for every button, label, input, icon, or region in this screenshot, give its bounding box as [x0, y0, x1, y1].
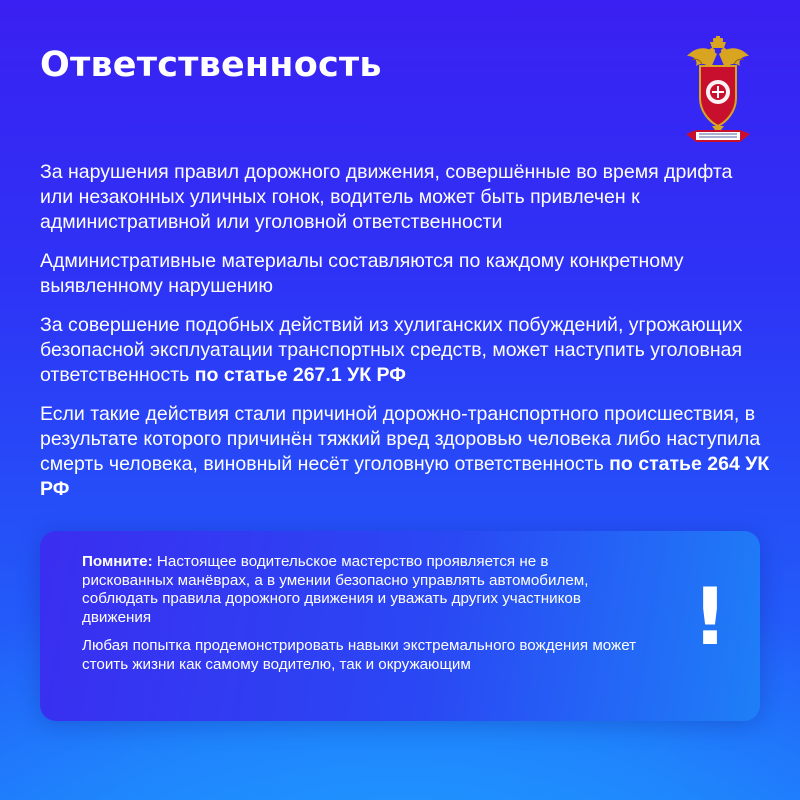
paragraph-4: Если такие действия стали причиной дорожно-транспортного происшествия, в результате которого причинён тяжкий вред здоровью человека либо наступила смерть человека, виновный несёт уголовную ответственность по статье 264 УК РФ: [40, 403, 770, 500]
reminder-card: [40, 531, 760, 721]
reminder-text: [82, 553, 642, 684]
reminder-lead: Помните:: [82, 553, 153, 570]
article-reference: по статье 264 УК РФ: [40, 453, 770, 500]
page-title: Ответственность: [40, 45, 382, 85]
police-emblem-icon: [686, 36, 750, 146]
reminder-paragraph-1: Помните: Настоящее водительское мастерство проявляется не в рискованных манёврах, а в умении безопасно управлять автомобилем, соблюдать правила дорожного движения и уважать других участников движения: [82, 553, 589, 626]
reminder-paragraph-2: Любая попытка продемонстрировать навыки экстремального вождения может стоить жизни как самому водителю, так и окружающим: [82, 637, 637, 673]
exclamation-icon: !: [692, 573, 728, 663]
article-reference: по статье 267.1 УК РФ: [194, 364, 406, 386]
main-text: [40, 160, 770, 516]
paragraph-3: За совершение подобных действий из хулиганских побуждений, угрожающих безопасной эксплуатации транспортных средств, может наступить уголовная ответственность по статье 267.1 УК РФ: [40, 314, 743, 386]
paragraph-2: Административные материалы составляются по каждому конкретному выявленному нарушению: [40, 250, 684, 297]
paragraph-1: За нарушения правил дорожного движения, совершённые во время дрифта или незаконных уличных гонок, водитель может быть привлечен к административной или уголовной ответственности: [40, 161, 733, 233]
